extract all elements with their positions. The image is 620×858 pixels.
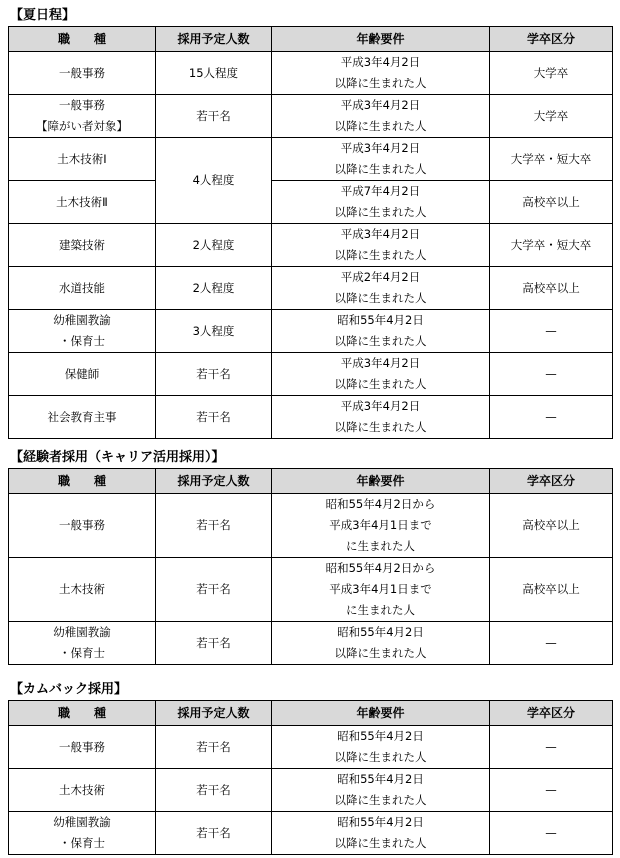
edu-cell: 高校卒以上 xyxy=(490,494,613,558)
age-cell: 昭和55年4月2日 以降に生まれた人 xyxy=(272,726,490,769)
edu-cell: 大学卒 xyxy=(490,95,613,138)
edu-cell: 高校卒以上 xyxy=(490,181,613,224)
header-job: 職 種 xyxy=(9,701,156,726)
count-cell: 若干名 xyxy=(156,95,272,138)
table-row xyxy=(9,353,613,396)
age-cell: 平成3年4月2日 以降に生まれた人 xyxy=(272,353,490,396)
career-section-title: 【経験者採用（キャリア活用採用）】 xyxy=(10,450,225,465)
header-count: 採用予定人数 xyxy=(156,701,272,726)
job-cell: 一般事務 【障がい者対象】 xyxy=(9,95,156,138)
job-cell: 保健師 xyxy=(9,353,156,396)
header-edu: 学卒区分 xyxy=(490,469,613,494)
career-table xyxy=(8,468,613,665)
job-cell: 土木技術 xyxy=(9,769,156,812)
comeback-section xyxy=(8,680,612,855)
job-cell: 社会教育主事 xyxy=(9,396,156,439)
summer-table xyxy=(8,26,613,439)
count-cell: 2人程度 xyxy=(156,267,272,310)
summer-section xyxy=(8,6,612,439)
count-cell: 2人程度 xyxy=(156,224,272,267)
table-row xyxy=(9,769,613,812)
edu-cell: — xyxy=(490,622,613,665)
job-cell: 幼稚園教諭 ・保育士 xyxy=(9,310,156,353)
count-cell: 若干名 xyxy=(156,622,272,665)
table-row xyxy=(9,812,613,855)
count-cell: 若干名 xyxy=(156,812,272,855)
header-edu: 学卒区分 xyxy=(490,701,613,726)
count-cell: 若干名 xyxy=(156,494,272,558)
edu-cell: — xyxy=(490,769,613,812)
table-header-row xyxy=(9,701,613,726)
edu-cell: — xyxy=(490,812,613,855)
header-age: 年齢要件 xyxy=(272,701,490,726)
age-cell: 平成3年4月2日 以降に生まれた人 xyxy=(272,52,490,95)
header-job: 職 種 xyxy=(9,469,156,494)
age-cell: 平成7年4月2日 以降に生まれた人 xyxy=(272,181,490,224)
header-job: 職 種 xyxy=(9,27,156,52)
header-count: 採用予定人数 xyxy=(156,469,272,494)
age-cell: 昭和55年4月2日 以降に生まれた人 xyxy=(272,310,490,353)
age-cell: 昭和55年4月2日から 平成3年4月1日まで に生まれた人 xyxy=(272,494,490,558)
age-cell: 昭和55年4月2日 以降に生まれた人 xyxy=(272,812,490,855)
edu-cell: — xyxy=(490,726,613,769)
age-cell: 平成3年4月2日 以降に生まれた人 xyxy=(272,95,490,138)
table-row xyxy=(9,396,613,439)
table-row xyxy=(9,181,613,224)
age-cell: 昭和55年4月2日 以降に生まれた人 xyxy=(272,622,490,665)
summer-section-title: 【夏日程】 xyxy=(10,8,76,23)
header-age: 年齢要件 xyxy=(272,469,490,494)
table-row xyxy=(9,52,613,95)
job-cell: 土木技術 xyxy=(9,558,156,622)
count-cell: 若干名 xyxy=(156,726,272,769)
age-cell: 平成2年4月2日 以降に生まれた人 xyxy=(272,267,490,310)
table-row xyxy=(9,95,613,138)
age-cell: 平成3年4月2日 以降に生まれた人 xyxy=(272,138,490,181)
edu-cell: 高校卒以上 xyxy=(490,267,613,310)
table-row xyxy=(9,622,613,665)
age-cell: 平成3年4月2日 以降に生まれた人 xyxy=(272,224,490,267)
header-edu: 学卒区分 xyxy=(490,27,613,52)
count-cell: 若干名 xyxy=(156,353,272,396)
count-cell: 若干名 xyxy=(156,396,272,439)
edu-cell: — xyxy=(490,353,613,396)
table-row xyxy=(9,726,613,769)
table-row xyxy=(9,558,613,622)
table-row xyxy=(9,224,613,267)
count-cell: 15人程度 xyxy=(156,52,272,95)
job-cell: 一般事務 xyxy=(9,726,156,769)
job-cell: 建築技術 xyxy=(9,224,156,267)
job-cell: 水道技能 xyxy=(9,267,156,310)
job-cell: 一般事務 xyxy=(9,52,156,95)
age-cell: 昭和55年4月2日 以降に生まれた人 xyxy=(272,769,490,812)
job-cell: 幼稚園教諭 ・保育士 xyxy=(9,622,156,665)
edu-cell: — xyxy=(490,310,613,353)
count-cell: 若干名 xyxy=(156,558,272,622)
job-cell: 幼稚園教諭 ・保育士 xyxy=(9,812,156,855)
age-cell: 平成3年4月2日 以降に生まれた人 xyxy=(272,396,490,439)
table-row xyxy=(9,494,613,558)
count-cell: 若干名 xyxy=(156,769,272,812)
edu-cell: 大学卒・短大卒 xyxy=(490,224,613,267)
table-row xyxy=(9,267,613,310)
edu-cell: 高校卒以上 xyxy=(490,558,613,622)
job-cell: 土木技術Ⅰ xyxy=(9,138,156,181)
career-section xyxy=(8,448,612,665)
edu-cell: 大学卒・短大卒 xyxy=(490,138,613,181)
job-cell: 一般事務 xyxy=(9,494,156,558)
table-row xyxy=(9,310,613,353)
edu-cell: — xyxy=(490,396,613,439)
table-header-row xyxy=(9,469,613,494)
age-cell: 昭和55年4月2日から 平成3年4月1日まで に生まれた人 xyxy=(272,558,490,622)
edu-cell: 大学卒 xyxy=(490,52,613,95)
header-age: 年齢要件 xyxy=(272,27,490,52)
table-header-row xyxy=(9,27,613,52)
job-cell: 土木技術Ⅱ xyxy=(9,181,156,224)
table-row xyxy=(9,138,613,181)
count-cell: 3人程度 xyxy=(156,310,272,353)
comeback-table xyxy=(8,700,613,855)
header-count: 採用予定人数 xyxy=(156,27,272,52)
comeback-section-title: 【カムバック採用】 xyxy=(10,682,128,697)
count-cell: 4人程度 xyxy=(156,138,272,224)
